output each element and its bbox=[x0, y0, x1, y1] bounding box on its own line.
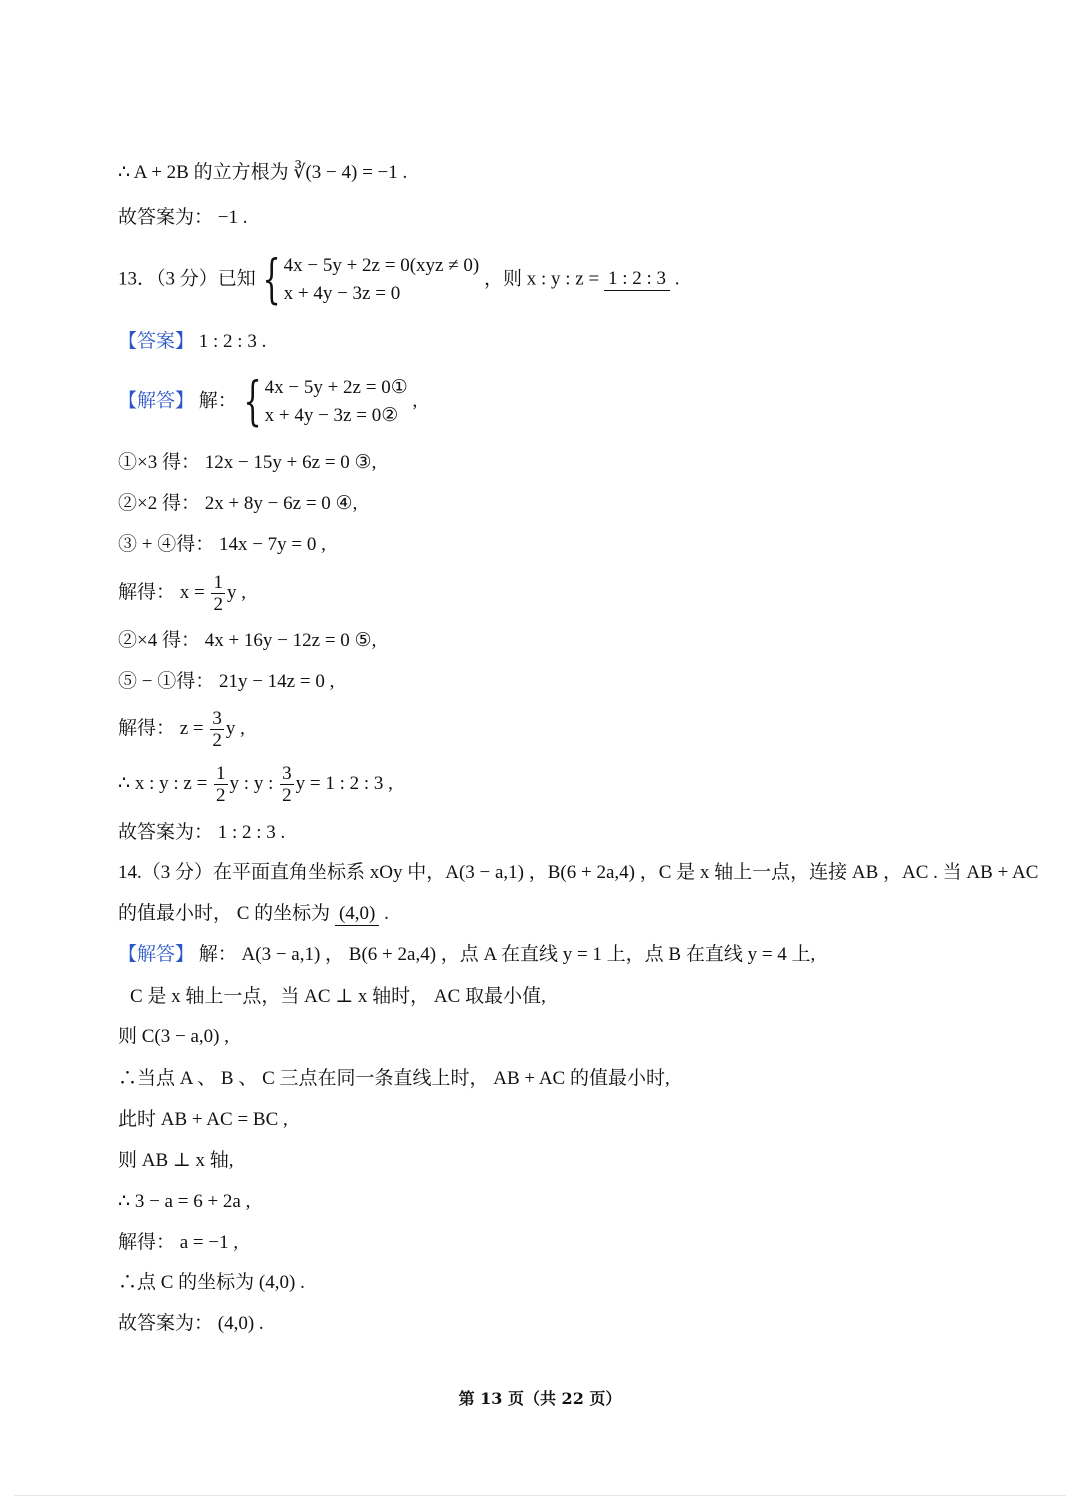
text-line bbox=[118, 763, 393, 806]
text: 的值最小时， C 的坐标为 bbox=[118, 903, 335, 924]
text-line: 故答案为： 1 : 2 : 3 . bbox=[118, 822, 286, 843]
answer-13 bbox=[118, 329, 266, 355]
divider bbox=[14, 1495, 1066, 1496]
equation-system: { 4x − 5y + 2z = 0① x + 4y − 3z = 0② bbox=[242, 372, 408, 432]
text: y = 1 : 2 : 3 , bbox=[295, 772, 393, 794]
question-14-cont bbox=[118, 901, 389, 927]
fraction: $\frac{3}{2}$ bbox=[282, 763, 292, 806]
text: 解得： z = bbox=[118, 717, 209, 739]
equation: 4x − 5y + 2z = 0① bbox=[264, 377, 408, 398]
text-line: 故答案为： (4,0) . bbox=[118, 1313, 264, 1334]
text-line: 此时 AB + AC = BC , bbox=[118, 1109, 288, 1130]
text: . bbox=[379, 903, 389, 924]
equation: x + 4y − 3z = 0 bbox=[283, 283, 401, 304]
q13-prefix: 13．（3 分）已知 bbox=[118, 268, 256, 290]
q13-end: . bbox=[674, 268, 680, 290]
equation: x + 4y − 3z = 0② bbox=[264, 405, 399, 426]
comma: , bbox=[412, 390, 418, 412]
answer-text: 1 : 2 : 3 . bbox=[198, 331, 267, 352]
text-line: ①×3 得： 12x − 15y + 6z = 0 ③, bbox=[118, 452, 377, 473]
text-line: ∴点 C 的坐标为 (4,0) . bbox=[118, 1272, 305, 1293]
text-line bbox=[118, 708, 245, 751]
answer-blank: (4,0) bbox=[335, 903, 379, 926]
text: ∴ x : y : z = bbox=[118, 772, 213, 794]
solution-intro: 解： bbox=[198, 390, 237, 412]
answer-blank: 1 : 2 : 3 bbox=[604, 268, 670, 291]
text-line bbox=[118, 572, 246, 615]
solution-13 bbox=[118, 374, 417, 430]
text-line: 则 C(3 − a,0) , bbox=[118, 1026, 229, 1047]
equation: 4x − 5y + 2z = 0(xyz ≠ 0) bbox=[283, 255, 480, 276]
text-line: ∴ A + 2B 的立方根为 ∛(3 − 4) = −1 . bbox=[118, 162, 408, 183]
solution-tag: 【解答】 bbox=[118, 390, 195, 412]
solution-text: 解： A(3 − a,1) ， B(6 + 2a,4) ，点 A 在直线 y = 1 上，点 B 在直线 y = 4 上, bbox=[198, 944, 816, 965]
text-line: ∴ 3 − a = 6 + 2a , bbox=[118, 1191, 251, 1212]
text-line: 则 AB ⊥ x 轴, bbox=[118, 1150, 234, 1171]
page-footer: 第 13 页（共 22 页） bbox=[458, 1389, 622, 1408]
text: y , bbox=[225, 717, 245, 739]
question-14: 14.（3 分）在平面直角坐标系 xOy 中，A(3 − a,1) ，B(6 + 2a,4) ，C 是 x 轴上一点，连接 AB ，AC . 当 AB + AC bbox=[118, 862, 1039, 883]
solution-14 bbox=[118, 942, 815, 968]
text-line: ③ + ④得： 14x − 7y = 0 , bbox=[118, 534, 326, 555]
fraction: $\frac{3}{2}$ bbox=[212, 708, 222, 751]
text-line: 故答案为： −1 . bbox=[118, 207, 248, 228]
text: y : y : bbox=[229, 772, 279, 794]
text: y , bbox=[226, 581, 246, 603]
text-line: C 是 x 轴上一点，当 AC ⊥ x 轴时， AC 取最小值, bbox=[130, 986, 546, 1007]
equation-system: { 4x − 5y + 2z = 0(xyz ≠ 0) x + 4y − 3z = 0 bbox=[261, 250, 480, 310]
text-line: ②×2 得： 2x + 8y − 6z = 0 ④, bbox=[118, 493, 358, 514]
q13-mid: ，则 x : y : z = bbox=[483, 268, 604, 290]
fraction: $\frac{1}{2}$ bbox=[216, 763, 226, 806]
text-line: ⑤ − ①得： 21y − 14z = 0 , bbox=[118, 671, 335, 692]
text-line: ②×4 得： 4x + 16y − 12z = 0 ⑤, bbox=[118, 630, 377, 651]
question-13 bbox=[118, 252, 680, 308]
fraction: $\frac{1}{2}$ bbox=[213, 572, 223, 615]
text-line: 解得： a = −1 , bbox=[118, 1232, 239, 1253]
text: 解得： x = bbox=[118, 581, 210, 603]
solution-tag: 【解答】 bbox=[118, 944, 195, 965]
text-line: ∴当点 A 、 B 、 C 三点在同一条直线上时， AB + AC 的值最小时, bbox=[118, 1068, 670, 1089]
answer-tag: 【答案】 bbox=[118, 331, 195, 352]
